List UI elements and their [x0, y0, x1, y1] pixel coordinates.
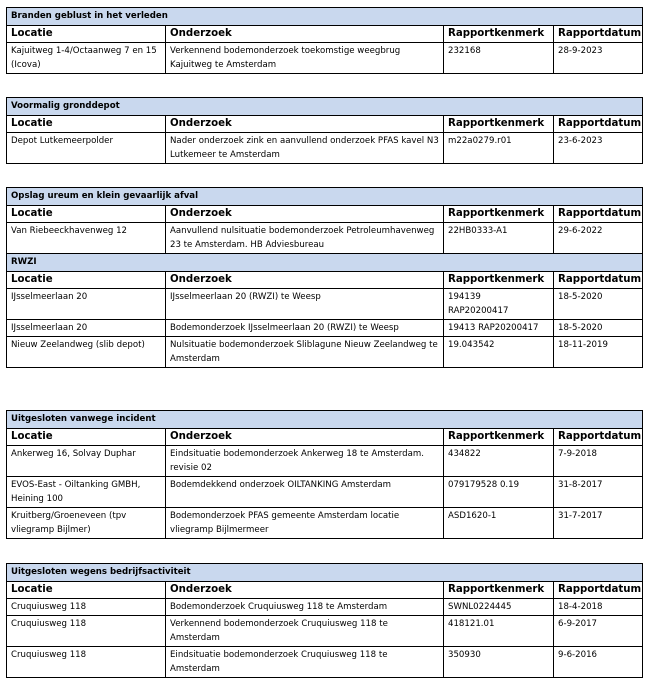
cell-rapportdatum: 18-5-2020 [554, 320, 643, 337]
cell-rapportkenmerk: 19413 RAP20200417 [444, 320, 554, 337]
cell-onderzoek: Aanvullend nulsituatie bodemonderzoek Petroleumhavenweg 23 te Amsterdam. HB Adviesbureau [166, 223, 444, 254]
cell-rapportdatum: 29-6-2022 [554, 223, 643, 254]
cell-locatie: Van Riebeeckhavenweg 12 [7, 223, 166, 254]
cell-onderzoek: Bodemonderzoek Cruquiusweg 118 te Amsterdam [166, 599, 444, 616]
table-row [7, 133, 643, 164]
cell-locatie: Cruquiusweg 118 [7, 616, 166, 647]
header-rapportdatum: Rapportdatum [554, 206, 643, 223]
section-title: RWZI [7, 254, 643, 272]
cell-rapportdatum: 6-9-2017 [554, 616, 643, 647]
cell-locatie: Ankerweg 16, Solvay Duphar [7, 446, 166, 477]
table-row [7, 43, 643, 74]
header-locatie: Locatie [7, 206, 166, 223]
cell-onderzoek: Nulsituatie bodemonderzoek Sliblagune Nieuw Zeelandweg te Amsterdam [166, 337, 444, 368]
header-locatie: Locatie [7, 429, 166, 446]
cell-onderzoek: Bodemonderzoek PFAS gemeente Amsterdam locatie vliegramp Bijlmermeer [166, 508, 444, 539]
header-row [7, 26, 643, 43]
header-onderzoek: Onderzoek [166, 206, 444, 223]
cell-rapportdatum: 31-7-2017 [554, 508, 643, 539]
section-title: Uitgesloten vanwege incident [7, 411, 643, 429]
cell-locatie: Kruitberg/Groeneveen (tpv vliegramp Bijlmer) [7, 508, 166, 539]
cell-rapportdatum: 31-8-2017 [554, 477, 643, 508]
header-rapportkenmerk: Rapportkenmerk [444, 206, 554, 223]
section-table-opslag-rwzi [6, 187, 643, 368]
cell-rapportkenmerk: SWNL0224445 [444, 599, 554, 616]
header-locatie: Locatie [7, 272, 166, 289]
cell-rapportdatum: 28-9-2023 [554, 43, 643, 74]
header-locatie: Locatie [7, 116, 166, 133]
cell-onderzoek: Bodemdekkend onderzoek OILTANKING Amsterdam [166, 477, 444, 508]
cell-onderzoek: Verkennend bodemonderzoek toekomstige weegbrug Kajuitweg te Amsterdam [166, 43, 444, 74]
cell-onderzoek: Nader onderzoek zink en aanvullend onderzoek PFAS kavel N3 Lutkemeer te Amsterdam [166, 133, 444, 164]
cell-rapportkenmerk: 418121.01 [444, 616, 554, 647]
cell-rapportdatum: 9-6-2016 [554, 647, 643, 678]
header-row [7, 116, 643, 133]
cell-rapportkenmerk: 350930 [444, 647, 554, 678]
cell-rapportdatum: 7-9-2018 [554, 446, 643, 477]
cell-rapportkenmerk: 22HB0333-A1 [444, 223, 554, 254]
section-title: Opslag ureum en klein gevaarlijk afval [7, 188, 643, 206]
header-rapportkenmerk: Rapportkenmerk [444, 582, 554, 599]
table-row [7, 446, 643, 477]
table-row [7, 508, 643, 539]
header-rapportdatum: Rapportdatum [554, 26, 643, 43]
cell-rapportkenmerk: 19.043542 [444, 337, 554, 368]
cell-onderzoek: Eindsituatie bodemonderzoek Cruquiusweg 118 te Amsterdam [166, 647, 444, 678]
table-row [7, 477, 643, 508]
header-row [7, 429, 643, 446]
header-rapportkenmerk: Rapportkenmerk [444, 272, 554, 289]
cell-rapportdatum: 23-6-2023 [554, 133, 643, 164]
header-locatie: Locatie [7, 582, 166, 599]
cell-locatie: Kajuitweg 1-4/Octaanweg 7 en 15 (Icova) [7, 43, 166, 74]
header-row [7, 582, 643, 599]
section-table-bedrijfsactiviteit [6, 563, 643, 678]
section-table-gronddepot [6, 97, 643, 164]
header-row [7, 272, 643, 289]
header-locatie: Locatie [7, 26, 166, 43]
table-row [7, 599, 643, 616]
cell-onderzoek: Verkennend bodemonderzoek Cruquiusweg 118 te Amsterdam [166, 616, 444, 647]
header-rapportkenmerk: Rapportkenmerk [444, 116, 554, 133]
cell-rapportdatum: 18-11-2019 [554, 337, 643, 368]
header-rapportdatum: Rapportdatum [554, 429, 643, 446]
cell-rapportdatum: 18-4-2018 [554, 599, 643, 616]
cell-locatie: Cruquiusweg 118 [7, 599, 166, 616]
cell-locatie: Nieuw Zeelandweg (slib depot) [7, 337, 166, 368]
header-onderzoek: Onderzoek [166, 116, 444, 133]
table-row [7, 320, 643, 337]
cell-locatie: Depot Lutkemeerpolder [7, 133, 166, 164]
cell-rapportkenmerk: m22a0279.r01 [444, 133, 554, 164]
header-rapportkenmerk: Rapportkenmerk [444, 429, 554, 446]
cell-onderzoek: Bodemonderzoek IJsselmeerlaan 20 (RWZI) te Weesp [166, 320, 444, 337]
table-row [7, 223, 643, 254]
section-title: Branden geblust in het verleden [7, 8, 643, 26]
table-row [7, 616, 643, 647]
header-row [7, 206, 643, 223]
cell-rapportkenmerk: 434822 [444, 446, 554, 477]
cell-locatie: IJsselmeerlaan 20 [7, 320, 166, 337]
cell-locatie: Cruquiusweg 118 [7, 647, 166, 678]
header-rapportdatum: Rapportdatum [554, 116, 643, 133]
cell-locatie: IJsselmeerlaan 20 [7, 289, 166, 320]
header-onderzoek: Onderzoek [166, 429, 444, 446]
table-row [7, 647, 643, 678]
header-onderzoek: Onderzoek [166, 26, 444, 43]
section-title: Voormalig gronddepot [7, 98, 643, 116]
section-table-incident [6, 410, 643, 539]
section-table-branden [6, 7, 643, 74]
header-onderzoek: Onderzoek [166, 272, 444, 289]
cell-locatie: EVOS-East - Oiltanking GMBH, Heining 100 [7, 477, 166, 508]
cell-rapportkenmerk: 232168 [444, 43, 554, 74]
table-row [7, 289, 643, 320]
header-rapportdatum: Rapportdatum [554, 582, 643, 599]
cell-onderzoek: IJsselmeerlaan 20 (RWZI) te Weesp [166, 289, 444, 320]
cell-onderzoek: Eindsituatie bodemonderzoek Ankerweg 18 te Amsterdam. revisie 02 [166, 446, 444, 477]
section-title: Uitgesloten wegens bedrijfsactiviteit [7, 564, 643, 582]
table-row [7, 337, 643, 368]
header-rapportkenmerk: Rapportkenmerk [444, 26, 554, 43]
cell-rapportkenmerk: 194139 RAP20200417 [444, 289, 554, 320]
cell-rapportkenmerk: 079179528 0.19 [444, 477, 554, 508]
header-rapportdatum: Rapportdatum [554, 272, 643, 289]
header-onderzoek: Onderzoek [166, 582, 444, 599]
cell-rapportkenmerk: ASD1620-1 [444, 508, 554, 539]
cell-rapportdatum: 18-5-2020 [554, 289, 643, 320]
